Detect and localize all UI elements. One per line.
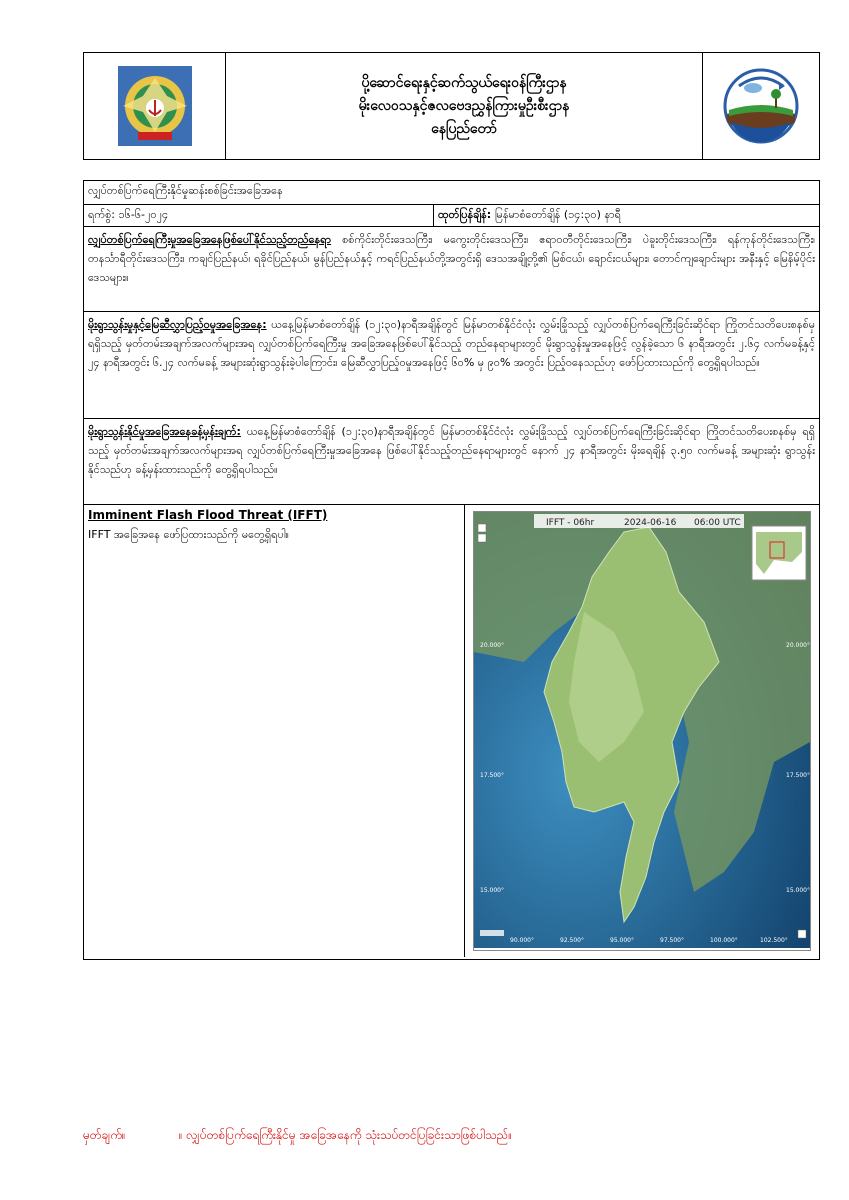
lon-label-1: 90.000°	[510, 937, 534, 944]
zoom-in-button[interactable]	[478, 524, 486, 532]
rainfall-soil-row	[84, 312, 819, 419]
lon-label-5: 100.000°	[710, 937, 738, 944]
bulletin-table	[83, 180, 820, 960]
issue-time-cell	[434, 205, 819, 226]
department-name: မိုးလေဝသနှင့်ဇလဗေဒညွှန်ကြားမှုဦးစီးဌာန	[358, 97, 570, 114]
footer-note-text: ။ လျှပ်တစ်ပြက်ရေကြီးနိုင်မှု အခြေအနေကို သုံးသပ်တင်ပြခြင်းသာဖြစ်ပါသည်။	[178, 1128, 513, 1142]
ifft-map-canvas	[474, 512, 810, 948]
footer-note-label: မှတ်ချက်။	[83, 1128, 126, 1142]
header-title-block	[226, 53, 702, 159]
issue-time-value: မြန်မာစံတော်ချိန် (၁၄:၃၀) နာရီ	[494, 208, 621, 221]
ifft-text-cell	[84, 505, 465, 957]
rainfall-soil-heading: မိုးရွာသွန်းမှုနှင့်မြေဆီလွှာပြည့်ဝမှုအခြေအနေ:	[88, 318, 267, 331]
ifft-map	[473, 511, 811, 951]
risk-location-heading: လျှပ်တစ်ပြက်ရေကြီးမှုအခြေအနေဖြစ်ပေါ်နိုင်သည့်တည်နေရာ	[88, 233, 332, 246]
risk-location-row	[84, 227, 819, 312]
zoom-out-button[interactable]	[478, 534, 486, 542]
ifft-map-cell	[465, 505, 819, 957]
map-title: IFFT - 06hr	[546, 518, 595, 528]
lat-label-right-3: 15.000°	[786, 887, 810, 894]
scale-bar	[480, 930, 504, 936]
lat-label-3: 15.000°	[480, 887, 504, 894]
ministry-name: ပို့ဆောင်ရေးနှင့်ဆက်သွယ်ရေးဝန်ကြီးဌာန	[361, 74, 567, 91]
footer-note	[83, 1127, 820, 1145]
map-time: 06:00 UTC	[694, 518, 741, 528]
lat-label-right-2: 17.500°	[786, 772, 810, 779]
header-left-cell	[84, 53, 226, 159]
city-name: နေပြည်တော်	[431, 120, 497, 137]
date-label: ရက်စွဲ:	[88, 208, 115, 221]
bulletin-title-row	[84, 181, 819, 205]
risk-location-text: စစ်ကိုင်းတိုင်းဒေသကြီး၊ မကွေးတိုင်းဒေသကြီး၊ ဧရာဝတီတိုင်းဒေသကြီး၊ ပဲခူးတိုင်းဒေသကြီး၊ ရန်ကုန်တိုင်းဒေသကြီး၊ တနင်္သာရီတိုင်းဒေသကြီး၊ ကချင်ပြည်နယ်၊ ရခိုင်ပြည်နယ်၊ မွန်ပြည်နယ်နှင့် ကရင်ပြည်နယ်တို့အတွင်းရှိ ဒေသအချို့တို့၏ မြစ်ငယ်၊ ချောင်းငယ်များ၊ တောင်ကျချောင်းများ အနီးနှင့် မြေနိမ့်ပိုင်း ဒေသများ။	[88, 233, 815, 284]
date-row	[84, 205, 819, 227]
ifft-status-text: IFFT အခြေအနေ ဖော်ပြထားသည်ကို မတွေ့ရှိရပါ။	[88, 528, 289, 541]
lon-label-2: 92.500°	[560, 937, 584, 944]
ministry-emblem-icon	[118, 66, 192, 146]
lon-label-4: 97.500°	[660, 937, 684, 944]
rainfall-forecast-heading: မိုးရွာသွန်းနိုင်မှုအခြေအနေခန့်မှန်းချက်:	[88, 425, 241, 438]
date-cell	[84, 205, 434, 226]
ifft-row	[84, 505, 819, 957]
lat-label-right-1: 20.000°	[786, 642, 810, 649]
ifft-title: Imminent Flash Flood Threat (IFFT)	[88, 508, 328, 522]
rainfall-forecast-row	[84, 419, 819, 505]
fullscreen-button[interactable]	[798, 930, 806, 938]
date-value: ၁၆-၆-၂၀၂၄	[118, 208, 169, 221]
header-table	[83, 52, 820, 160]
lon-label-3: 95.000°	[610, 937, 634, 944]
issue-time-label: ထုတ်ပြန်ချိန်:	[438, 208, 492, 221]
bulletin-title: လျှပ်တစ်ပြက်ရေကြီးနိုင်မှုဆန်းစစ်ခြင်းအခြေအနေ	[88, 184, 283, 197]
rainfall-forecast-text: ယနေ့မြန်မာစံတော်ချိန် (၁၂:၃၀)နာရီအချိန်တွင် မြန်မာတစ်နိုင်ငံလုံး လွှမ်းခြုံသည့် လျှပ်တစ်ပြက်ရေကြီးခြင်းဆိုင်ရာ ကြိုတင်သတိပေးစနစ်မှ ရရှိသည့် မှတ်တမ်းအချက်အလက်များအရ လျှပ်တစ်ပြက်ရေကြီးမှုအခြေအနေ ဖြစ်ပေါ်နိုင်သည့်တည်နေရာများတွင် နောက် ၂၄ နာရီအတွင်း မိုးရေချိန် ၃.၅၀ လက်မခန့် အများဆုံး ရွာသွန်းနိုင်သည်ဟု ခန့်မှန်းထားသည်ကို တွေ့ရှိရပါသည်။	[88, 425, 815, 476]
lat-label-2: 17.500°	[480, 772, 504, 779]
lon-label-6: 102.500°	[760, 937, 788, 944]
water-cycle-emblem-icon	[719, 64, 803, 148]
header-right-cell	[702, 53, 819, 159]
lat-label-1: 20.000°	[480, 642, 504, 649]
map-date: 2024-06-16	[624, 518, 677, 528]
rainfall-soil-text: ယနေ့မြန်မာစံတော်ချိန် (၁၂:၃၀)နာရီအချိန်တွင် မြန်မာတစ်နိုင်ငံလုံး လွှမ်းခြုံသည့် လျှပ်တစ်ပြက်ရေကြီးခြင်းဆိုင်ရာ ကြိုတင်သတိပေးစနစ်မှရရှိသည့် မှတ်တမ်းအချက်အလက်များအရ လျှပ်တစ်ပြက်ရေကြီးမှု အခြေအနေဖြစ်ပေါ်နိုင်သည့် တည်နေရာများတွင် မိုးရွာသွန်းမှုအနေဖြင့် လွန်ခဲ့သော ၆ နာရီအတွင်း ၂.၆၄ လက်မခန့်နှင့် ၂၄ နာရီအတွင်း ၆.၂၄ လက်မခန့် အများဆုံးရွာသွန်းခဲ့ပါကြောင်း၊ မြေဆီလွှာပြည့်ဝမှုအနေဖြင့် ၆၀% မှ ၉၀% အတွင်း ပြည့်ဝနေသည်ဟု ဖော်ပြထားသည်ကို တွေ့ရှိရပါသည်။	[88, 318, 815, 369]
